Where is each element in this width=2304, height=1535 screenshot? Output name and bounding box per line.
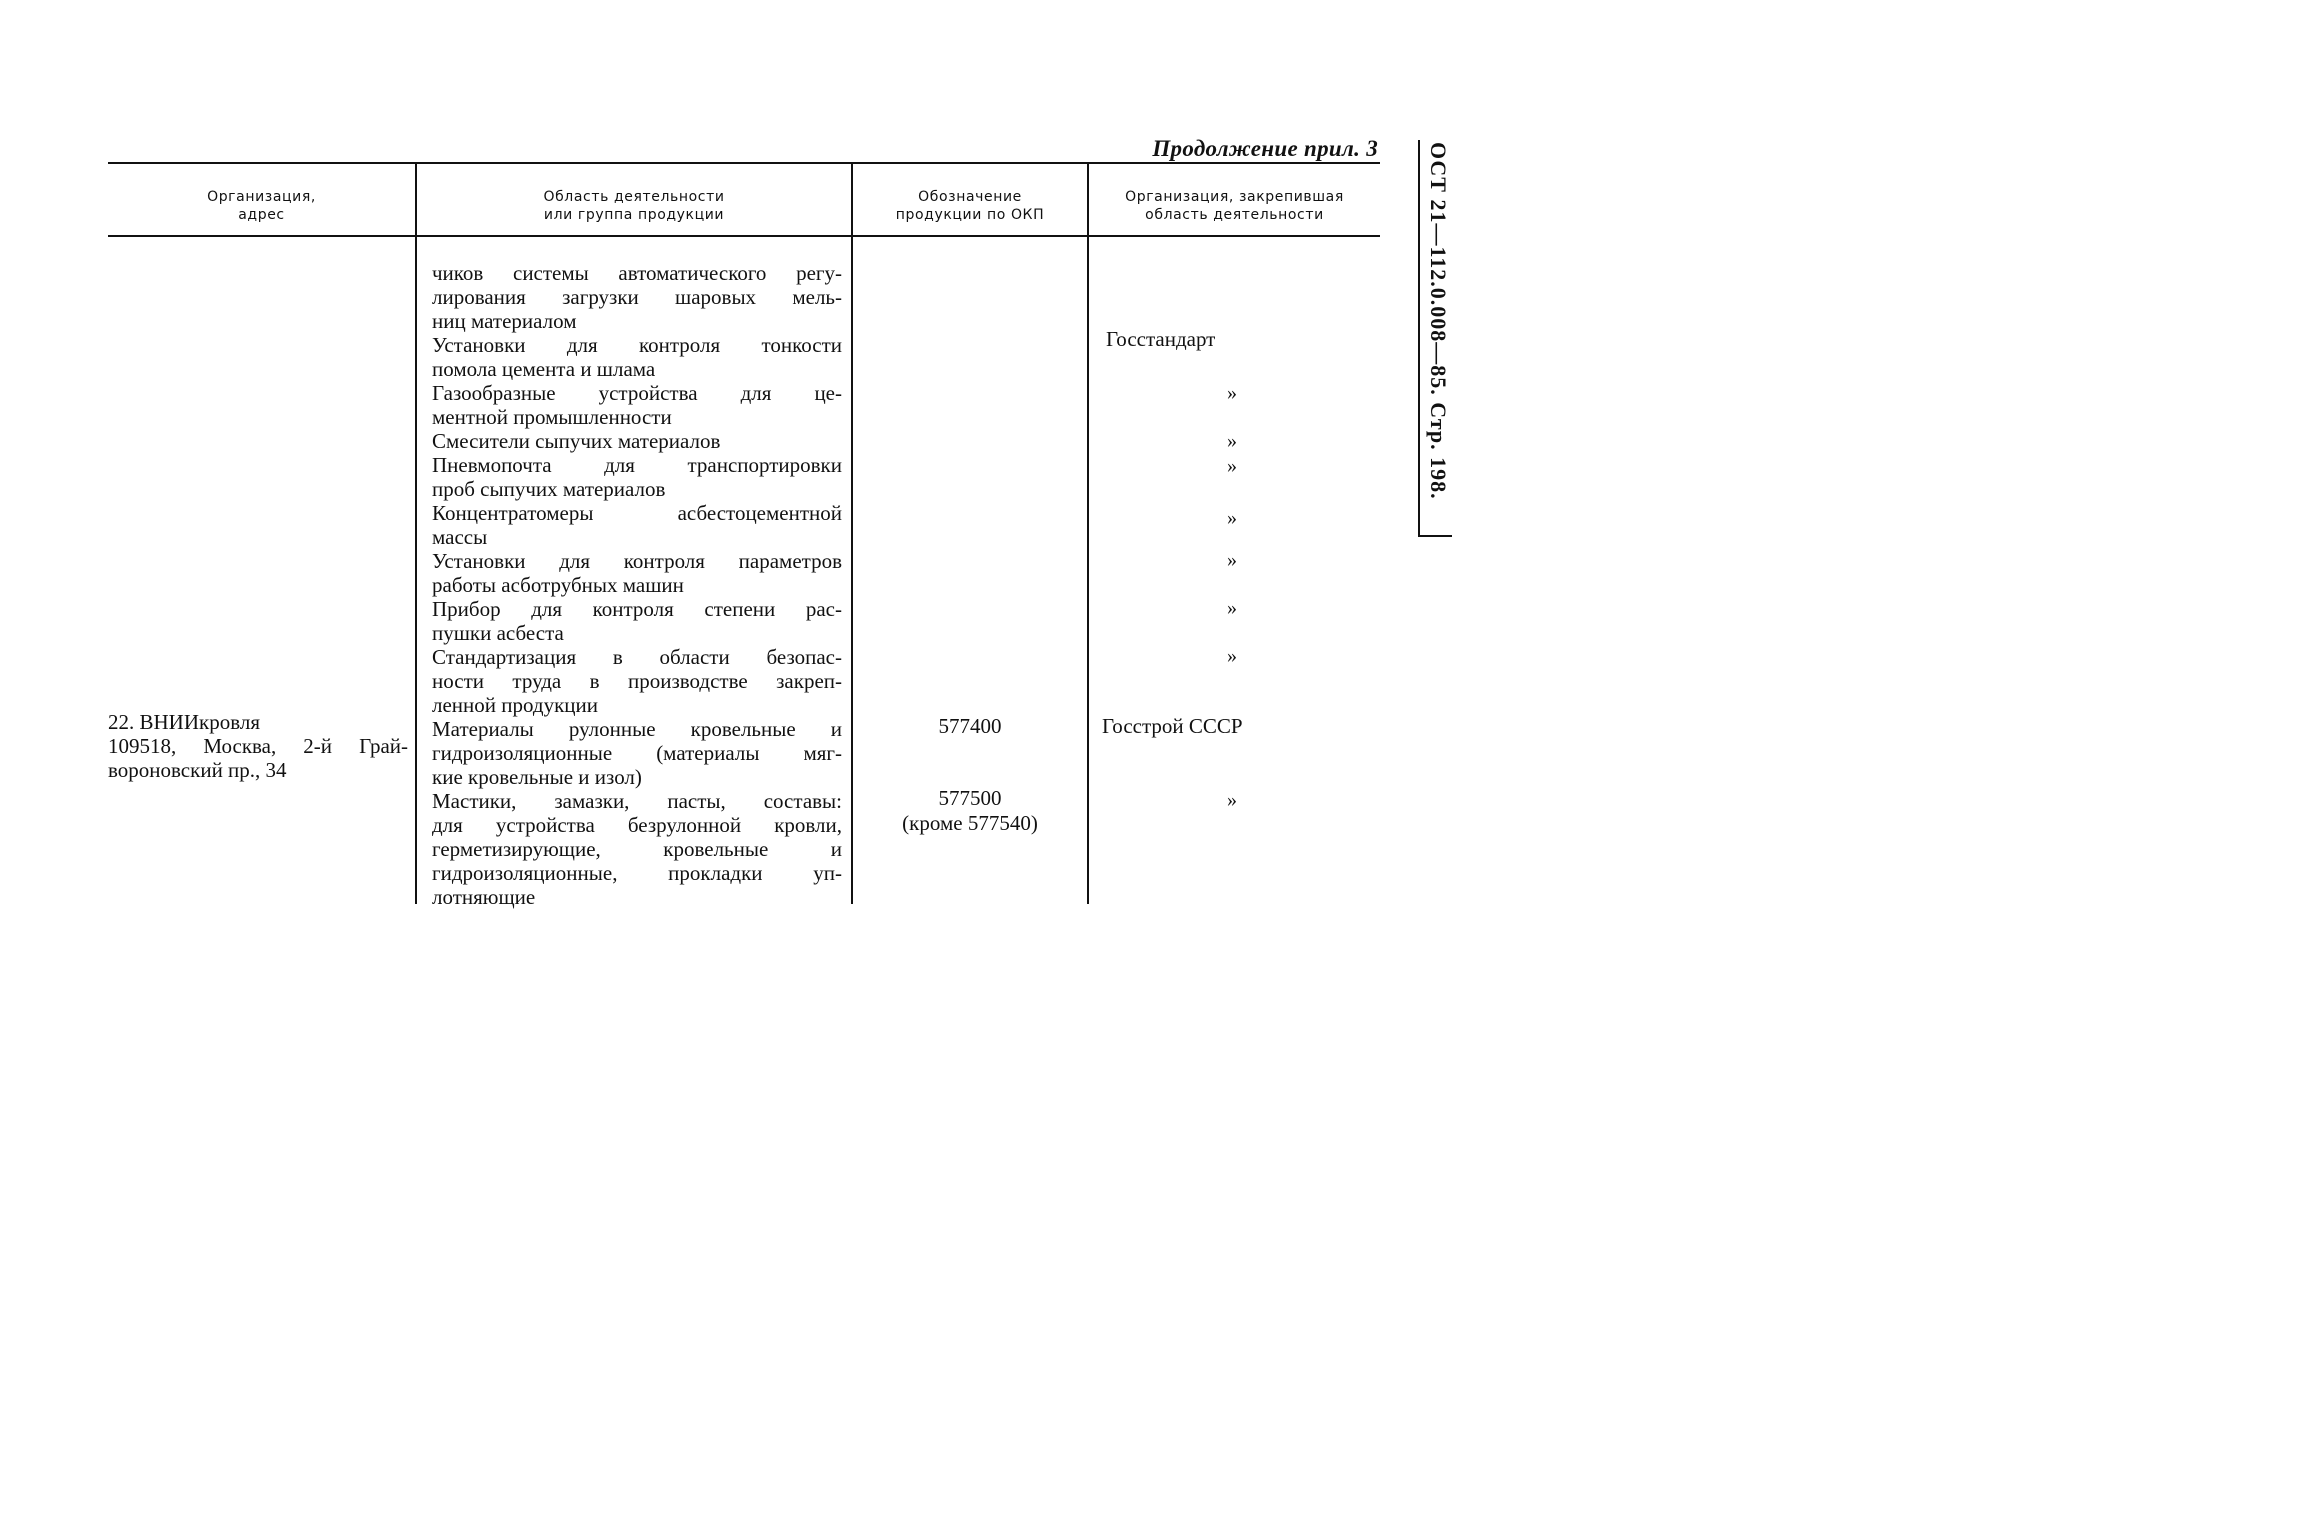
ditto-mark: » [1227,645,1237,667]
activity-line: пушки асбеста [432,621,564,645]
activity-line: гидроизоляционные (материалы мяг- [432,741,842,765]
activity-line: ности труда в производстве закреп- [432,669,842,693]
ditto-mark: » [1227,382,1237,404]
fixing-org-gosstroy: Госстрой СССР [1102,714,1243,738]
activity-line: массы [432,525,488,549]
activity-line: Установки для контроля параметров [432,549,842,573]
activity-line: ниц материалом [432,309,577,333]
side-margin-vertical-rule [1418,140,1420,535]
activity-line: лирования загрузки шаровых мель- [432,285,842,309]
ditto-mark: » [1227,430,1237,452]
okp-code: 577500 [938,786,1002,810]
ditto-mark: » [1227,597,1237,619]
activity-line: проб сыпучих материалов [432,477,666,501]
fixing-org-gosstandart: Госстандарт [1106,327,1216,351]
activity-line: для устройства безрулонной кровли, [432,813,842,837]
activity-line: Пневмопочта для транспортировки [432,453,842,477]
organization-name: 22. ВНИИкровля [108,710,260,734]
activity-column [432,261,842,909]
activity-line: Стандартизация в области безопас- [432,645,842,669]
column-divider-1 [415,164,417,904]
header-bottom-rule [108,235,1380,237]
continuation-note: Продолжение прил. 3 [1152,136,1378,161]
ditto-mark: » [1227,455,1237,477]
organization-address-line: 109518, Москва, 2-й Грай- [108,734,408,758]
activity-line: чиков системы автоматического регу- [432,261,842,285]
activity-line: Газообразные устройства для це- [432,381,842,405]
ditto-mark: » [1227,549,1237,571]
activity-line: ментной промышленности [432,405,672,429]
ditto-mark: » [1227,507,1237,529]
activity-line: Установки для контроля тонкости [432,333,842,357]
activity-line: герметизирующие, кровельные и [432,837,842,861]
organization-22 [108,710,408,782]
activity-line: помола цемента и шлама [432,357,656,381]
column-header-fixing-org: Организация, закрепившая область деятельности [1125,189,1344,223]
activity-line: работы асботрубных машин [432,573,684,597]
organization-address-line: вороновский пр., 34 [108,758,287,782]
activity-line: Мастики, замазки, пасты, составы: [432,789,842,813]
column-header-okp: Обозначение продукции по ОКП [895,189,1045,223]
activity-line: ленной продукции [432,693,599,717]
activity-line: Концентратомеры асбестоцементной [432,501,842,525]
side-margin-rule [1418,535,1452,537]
activity-line: Материалы рулонные кровельные и [432,717,842,741]
column-header-organization: Организация, адрес [207,189,316,223]
activity-line: гидроизоляционные, прокладки уп- [432,861,842,885]
table-top-rule [108,162,1380,164]
activity-line: кие кровельные и изол) [432,765,642,789]
column-header-activity: Область деятельности или группа продукции [543,189,725,223]
activity-line: Смесители сыпучих материалов [432,429,721,453]
activity-line: Прибор для контроля степени рас- [432,597,842,621]
ditto-mark: » [1227,789,1237,811]
document-code-vertical: ОСТ 21—112.0.008—85. Стр. 198. [1426,142,1451,500]
okp-code-exception: (кроме 577540) [902,811,1038,835]
activity-line: лотняющие [432,885,536,909]
okp-code: 577400 [938,714,1002,738]
